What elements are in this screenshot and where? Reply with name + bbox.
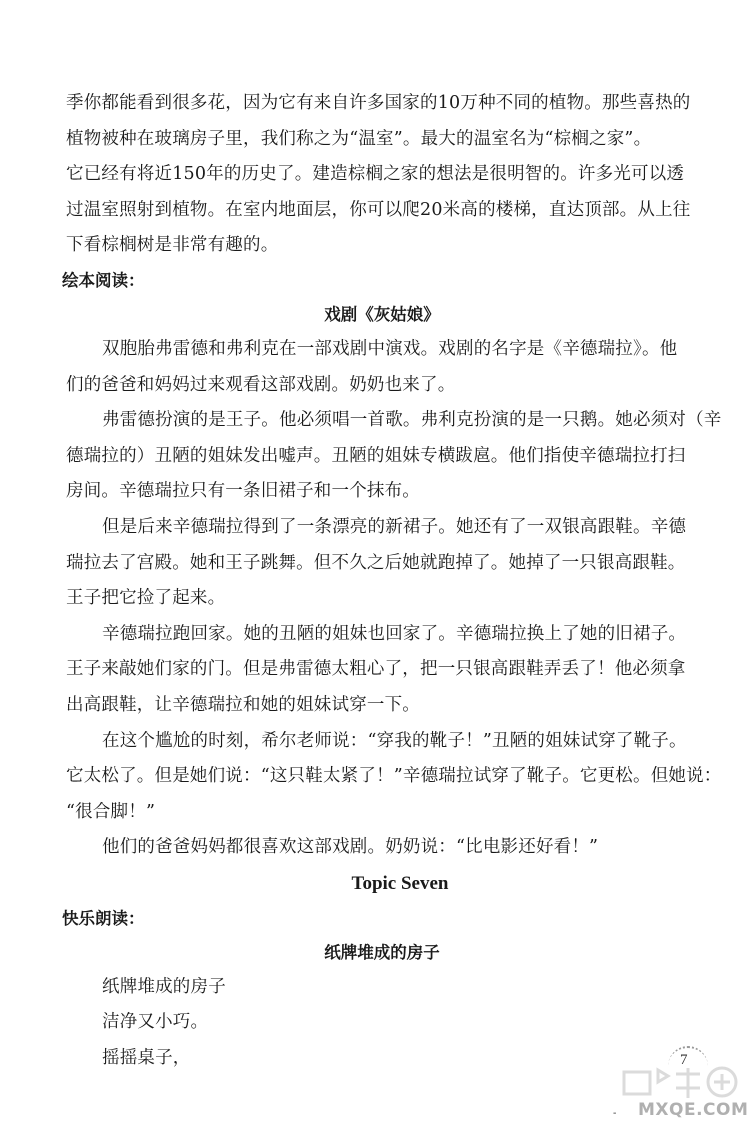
poem-body — [66, 970, 698, 1077]
text-line: 房间。辛德瑞拉只有一条旧裙子和一个抹布。 — [66, 481, 420, 502]
section-heading-happy-reading: 快乐朗读： — [62, 908, 145, 928]
text-line: 双胞胎弗雷德和弗利克在一部戏剧中演戏。戏剧的名字是《辛德瑞拉》。他 — [102, 338, 678, 359]
text-line: 们的爸爸和妈妈过来观看这部戏剧。奶奶也来了。 — [66, 374, 456, 395]
document-page — [62, 86, 722, 1077]
watermark-text: MXQE.COM — [638, 1100, 749, 1120]
text-line: 瑞拉去了宫殿。她和王子跳舞。但不久之后她就跑掉了。她掉了一只银高跟鞋。 — [66, 552, 686, 573]
text-line: 它太松了。但是她们说：“这只鞋太紧了！”辛德瑞拉试穿了靴子。它更松。但她说： — [66, 766, 722, 787]
text-line: 下看棕榈树是非常有趣的。 — [66, 235, 279, 256]
poem-title: 纸牌堆成的房子 — [324, 942, 440, 962]
text-line: 植物被种在玻璃房子里，我们称之为“温室”。最大的温室名为“棕榈之家”。 — [66, 128, 652, 149]
text-line: 德瑞拉的）丑陋的姐妹发出嘘声。丑陋的姐妹专横跋扈。他们指使辛德瑞拉打扫 — [66, 445, 686, 466]
text-line: 弗雷德扮演的是王子。他必须唱一首歌。弗利克扮演的是一只鹅。她必须对（辛 — [102, 410, 722, 431]
text-line: 他们的爸爸妈妈都很喜欢这部戏剧。奶奶说：“比电影还好看！” — [102, 837, 599, 858]
story-title: 戏剧《灰姑娘》 — [324, 304, 440, 324]
poem-line: 纸牌堆成的房子 — [102, 976, 226, 997]
text-line: “很合脚！” — [66, 801, 156, 822]
page-number: 7 — [680, 1052, 688, 1068]
text-line: 它已经有将近150年的历史了。建造棕榈之家的想法是很明智的。许多光可以透 — [66, 164, 685, 185]
text-line: 王子来敲她们家的门。但是弗雷德太粗心了，把一只银高跟鞋弄丢了！他必须拿 — [66, 659, 686, 680]
text-line: 过温室照射到植物。在室内地面层，你可以爬20米高的楼梯，直达顶部。从上往 — [66, 199, 691, 220]
text-line: 辛德瑞拉跑回家。她的丑陋的姐妹也回家了。辛德瑞拉换上了她的旧裙子。 — [102, 623, 687, 644]
intro-paragraph — [66, 86, 698, 264]
section-heading-picture-book: 绘本阅读： — [62, 270, 145, 290]
text-line: 在这个尴尬的时刻，希尔老师说：“穿我的靴子！”丑陋的姐妹试穿了靴子。 — [102, 730, 687, 751]
topic-title: Topic Seven — [351, 872, 449, 894]
poem-line: 摇摇桌子， — [102, 1048, 191, 1069]
story-body — [66, 332, 722, 866]
text-line: 但是后来辛德瑞拉得到了一条漂亮的新裙子。她还有了一双银高跟鞋。辛德 — [102, 516, 687, 537]
text-line: 出高跟鞋，让辛德瑞拉和她的姐妹试穿一下。 — [66, 694, 420, 715]
footer-mark: - — [613, 1108, 617, 1119]
text-line: 季你都能看到很多花，因为它有来自许多国家的10万种不同的植物。那些喜热的 — [66, 93, 691, 113]
text-line: 王子把它捡了起来。 — [66, 588, 226, 609]
poem-line: 洁净又小巧。 — [102, 1012, 209, 1033]
